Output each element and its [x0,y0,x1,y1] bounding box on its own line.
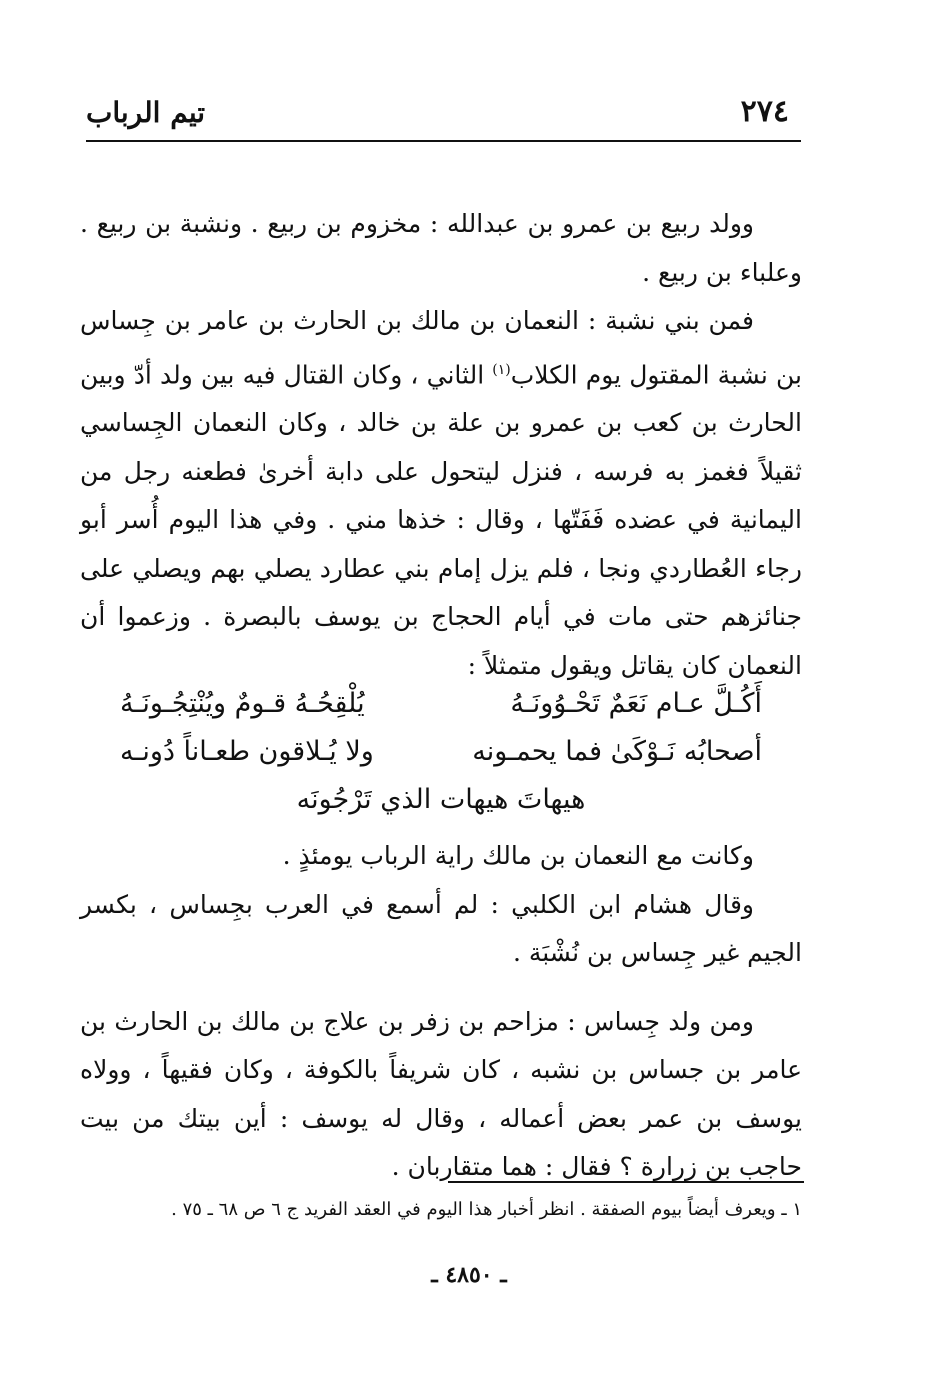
paragraph-2-text-a: فمن بني نشبة : النعمان بن مالك بن الحارث بن عامر بن جِساس بن نشبة المقتول يوم الكلاب [80,306,802,389]
verse-2-first-hemistich: أصحابُه نَـوْكَىٰ فما يحمـونه [472,736,762,767]
verse-2-second-hemistich: ولا يُـلاقون طعـاناً دُونـه [120,736,374,767]
paragraph-2 [80,297,802,690]
paragraph-4: وقال هشام ابن الكلبي : لم أسمع في العرب بجِساس ، بكسر الجيم غير جِساس بن نُشْبَة . [80,889,802,967]
verse-3-centered: هيهاتَ هيهات الذي تَرْجُونَه [296,784,586,815]
footnote-marker: (١) [492,361,511,378]
poem-verse-2 [80,736,802,784]
verse-1-first-hemistich: أَكُـلَّ عـام نَعَمٌ تَحْـوُونَـهُ [510,688,762,719]
paragraph-3: وكانت مع النعمان بن مالك راية الرباب يومئذٍ . [282,841,754,870]
footnote: ١ ـ ويعرف أيضاً بيوم الصفقة . انظر أخبار هذا اليوم في العقد الفريد ج ٦ ص ٦٨ ـ ٧٥ . [171,1199,802,1220]
paragraph-1: وولد ربيع بن عمرو بن عبدالله : مخزوم بن ربيع . ونشبة بن ربيع . وعلباء بن ربيع . [80,209,802,287]
main-text [80,200,802,690]
page-header [86,88,801,138]
poem-verse-1 [80,688,802,736]
running-title: تيم الرباب [86,96,206,129]
page-number: ٢٧٤ [740,94,789,129]
verse-1-second-hemistich: يُلْقِحُـهُ قـومٌ ويُنْتِجُـونَـهُ [120,688,365,719]
paragraph-5: ومن ولد جِساس : مزاحم بن زفر بن علاج بن مالك بن الحارث بن عامر بن جساس بن نشبه ، كان شريفاً بالكوفة ، وكان فقيهاً ، وولاه يوسف بن عمر بعض أعماله ، وقال له يوسف : أين بيتك من بيت حاجب بن زرارة ؟ فقال : هما متقاربان . [80,1006,802,1181]
poem-verse-3 [80,784,802,832]
footnote-rule [448,1181,804,1183]
paragraph-2-text-b: الثاني ، وكان القتال فيه بين ولد أدّ وبين الحارث بن كعب بن عمرو بن علة بن خالد ، وكان النعمان الجِساسي ثقيلاً فغمز به فرسه ، فنزل ليتحول على دابة أخرىٰ فطعنه رجل من اليمانية في عضده فَفَتّها ، وقال : خذها مني . وفي هذا اليوم أُسر أبو رجاء العُطاردي ونجا ، فلم يزل إمام بني عطارد يصلي بهم ويصلي على جنائزهم حتى مات في أيام الحجاج بن يوسف بالبصرة . وزعموا أن النعمان كان يقاتل ويقول متمثلاً : [80,359,802,680]
header-rule [86,140,801,142]
page-folio: ـ ٤٨٥٠ ـ [431,1262,507,1288]
main-text-continued [80,832,802,1192]
